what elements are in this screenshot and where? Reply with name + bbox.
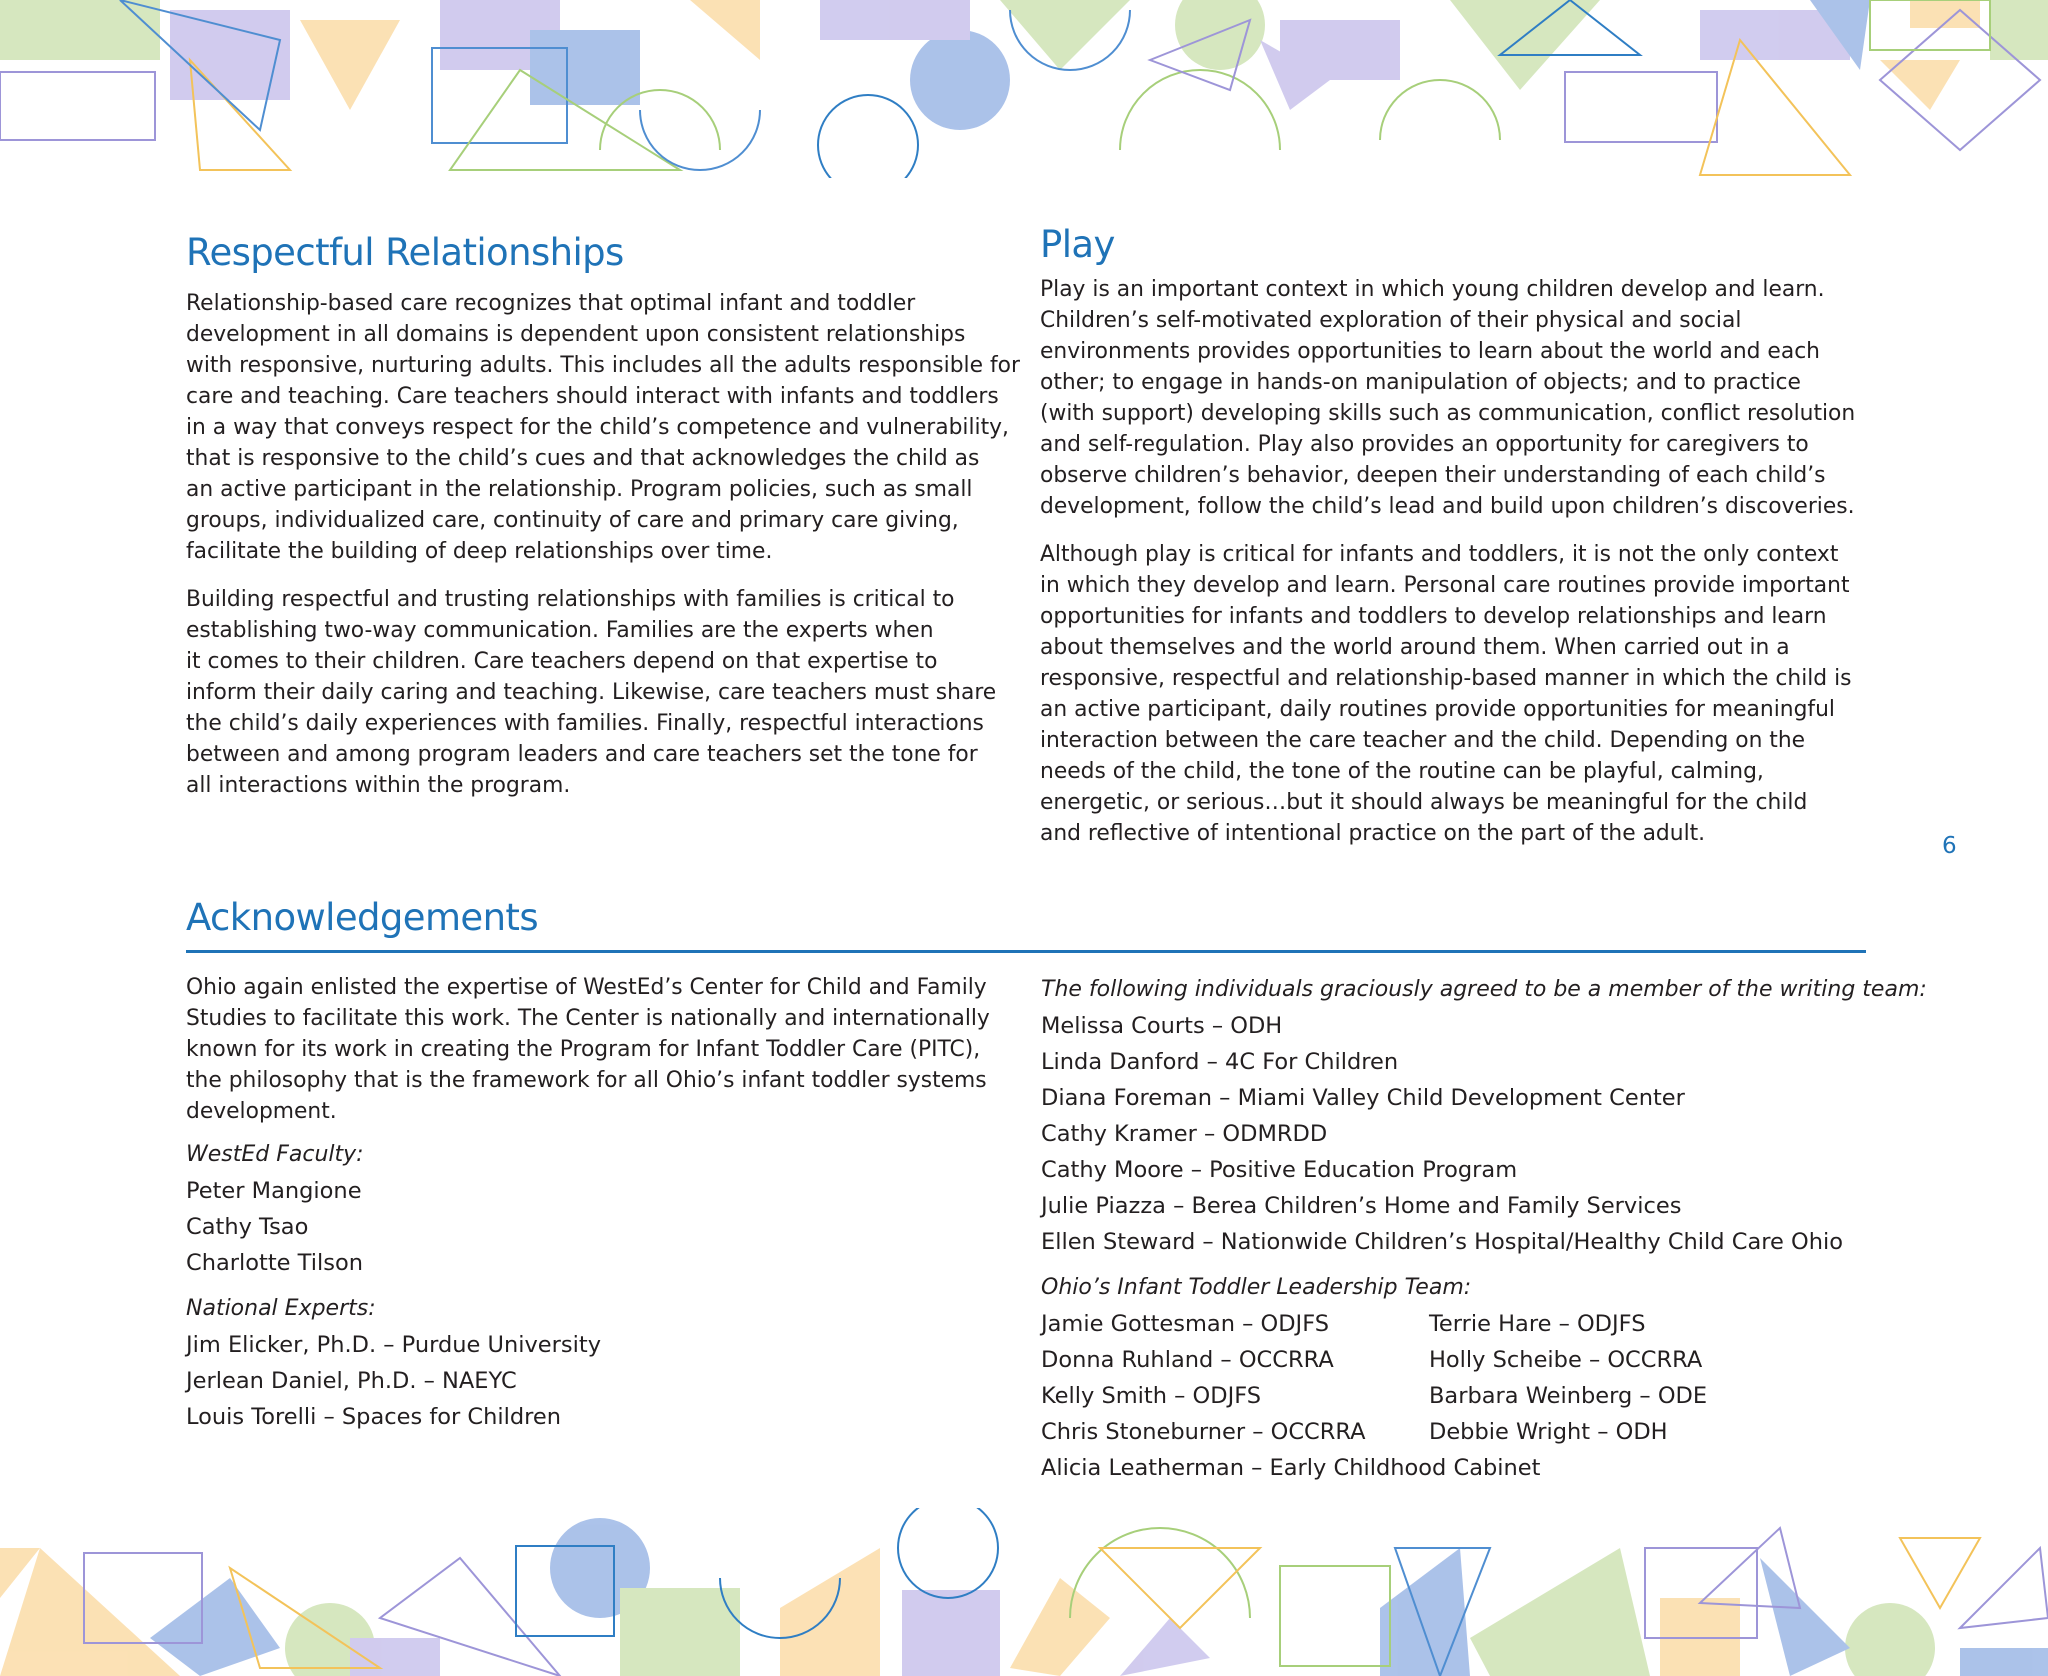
list-item: Barbara Weinberg – ODE (1429, 1383, 1708, 1409)
top-decorative-band (0, 0, 2048, 178)
play-paragraph-2: Although play is critical for infants and toddlers, it is not the only context in which they develop and learn. Personal care routines provide important opportunities for infants and toddlers to develop relationships and learn about themselves and the world around them. When carried out in a responsive, respectful and relationship-based manner in which the child is an active participant, daily routines provide opportunities for meaningful interaction between the care teacher and the child. Depending on the needs of the child, the tone of the routine can be playful, calming, energetic, or serious…but it should always be meaningful for the child and reflective of intentional practice on the part of the adult. (1040, 542, 1852, 847)
leadership-team-label: Ohio’s Infant Toddler Leadership Team: (1041, 1275, 1472, 1300)
writing-team-label: The following individuals graciously agreed to be a member of the writing team: (1041, 977, 1927, 1002)
respectful-relationships-section (186, 230, 1020, 818)
list-item: Donna Ruhland – OCCRRA (1041, 1347, 1334, 1373)
list-item: Terrie Hare – ODJFS (1429, 1311, 1646, 1337)
play-section (1040, 222, 1856, 866)
list-item: Chris Stoneburner – OCCRRA (1041, 1419, 1366, 1445)
list-item: Cathy Tsao (186, 1214, 309, 1240)
list-item: Jerlean Daniel, Ph.D. – NAEYC (186, 1368, 517, 1394)
list-item: Diana Foreman – Miami Valley Child Development Center (1041, 1085, 1685, 1111)
list-item: Ellen Steward – Nationwide Children’s Hospital/Healthy Child Care Ohio (1041, 1229, 1843, 1255)
list-item: Cathy Kramer – ODMRDD (1041, 1121, 1328, 1147)
acknowledgements-heading: Acknowledgements (186, 896, 538, 939)
bottom-decorative-band (0, 1508, 2048, 1676)
leadership-team-grid (1041, 1306, 1891, 1450)
acknowledgements-intro: Ohio again enlisted the expertise of WestEd’s Center for Child and Family Studies to facilitate this work. The Center is nationally and internationally known for its work in creating the Program for Infant Toddler Care (PITC), the philosophy that is the framework for all Ohio’s infant toddler systems development. (186, 975, 990, 1124)
list-item: Melissa Courts – ODH (1041, 1013, 1283, 1039)
list-item: Cathy Moore – Positive Education Program (1041, 1157, 1518, 1183)
list-item: Linda Danford – 4C For Children (1041, 1049, 1399, 1075)
national-experts-label: National Experts: (186, 1296, 376, 1321)
list-item: Kelly Smith – ODJFS (1041, 1383, 1262, 1409)
page-number: 6 (1942, 833, 1957, 859)
acknowledgements-right-column (1041, 972, 1927, 1486)
respectful-paragraph-1: Relationship-based care recognizes that optimal infant and toddler development in all domains is dependent upon consistent relationships with responsive, nurturing adults. This includes all the adults responsible for care and teaching. Care teachers should interact with infants and toddlers in a way that conveys respect for the child’s competence and vulnerability, that is responsive to the child’s cues and that acknowledges the child as an active participant in the relationship. Program policies, such as small groups, individualized care, continuity of care and primary care giving, facilitate the building of deep relationships over time. (186, 291, 1020, 565)
list-item: Debbie Wright – ODH (1429, 1419, 1668, 1445)
list-item: Alicia Leatherman – Early Childhood Cabinet (1041, 1455, 1541, 1481)
respectful-relationships-heading: Respectful Relationships (186, 231, 624, 274)
list-item: Louis Torelli – Spaces for Children (186, 1404, 562, 1430)
list-item: Julie Piazza – Berea Children’s Home and Family Services (1041, 1193, 1682, 1219)
list-item: Charlotte Tilson (186, 1250, 363, 1276)
list-item: Peter Mangione (186, 1178, 362, 1204)
list-item: Jamie Gottesman – ODJFS (1041, 1311, 1330, 1337)
respectful-paragraph-2: Building respectful and trusting relationships with families is critical to establishing two-way communication. Families are the experts when it comes to their children. Care teachers depend on that expertise to inform their daily caring and teaching. Likewise, care teachers must share the child’s daily experiences with families. Finally, respectful interactions between and among program leaders and care teachers set the tone for all interactions within the program. (186, 587, 997, 799)
acknowledgements-divider (186, 950, 1866, 953)
list-item: Jim Elicker, Ph.D. – Purdue University (186, 1332, 602, 1358)
wested-faculty-label: WestEd Faculty: (186, 1142, 364, 1167)
play-paragraph-1: Play is an important context in which young children develop and learn. Children’s self-motivated exploration of their physical and social environments provides opportunities to learn about the world and each other; to engage in hands-on manipulation of objects; and to practice (with support) developing skills such as communication, conflict resolution and self-regulation. Play also provides an opportunity for caregivers to observe children’s behavior, deepen their understanding of each child’s development, follow the child’s lead and build upon children’s discoveries. (1040, 277, 1856, 520)
play-heading: Play (1040, 223, 1115, 266)
list-item: Holly Scheibe – OCCRRA (1429, 1347, 1703, 1373)
acknowledgements-left-column (186, 972, 990, 1435)
